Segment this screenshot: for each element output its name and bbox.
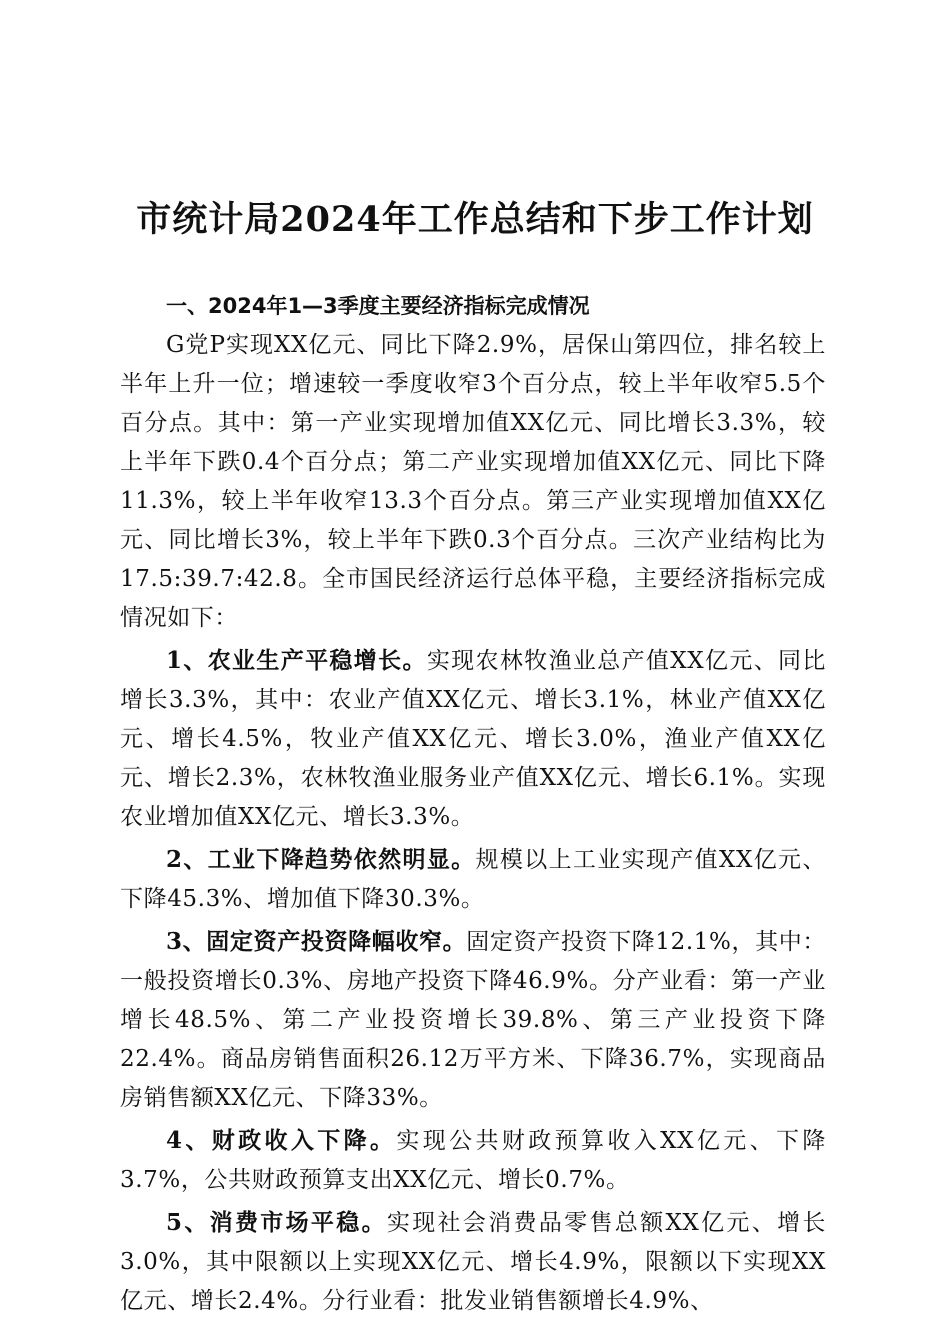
- consumption-paragraph: [120, 1203, 826, 1321]
- paragraph-text: 规模以上工业实现产值XX亿元、下降45.3%、增加值下降30.3%。: [120, 847, 826, 912]
- agriculture-paragraph: [120, 641, 826, 837]
- paragraph-text: 实现公共财政预算收入XX亿元、下降3.7%，公共财政预算支出XX亿元、增长0.7%。: [120, 1128, 827, 1193]
- document-title: 市统计局2024年工作总结和下步工作计划: [136, 199, 814, 240]
- paragraph-text: 固定资产投资下降12.1%，其中：一般投资增长0.3%、房地产投资下降46.9%。分产业看：第一产业增长48.5%、第二产业投资增长39.8%、第三产业投资下降22.4%。商品房销售面积26.12万平方米、下降36.7%，实现商品房销售额XX亿元、下降33%。: [120, 929, 827, 1111]
- document-body: [120, 287, 826, 1321]
- paragraph-text: 实现社会消费品零售总额XX亿元、增长3.0%，其中限额以上实现XX亿元、增长4.9%，限额以下实现XX亿元、增长2.4%。分行业看：批发业销售额增长4.9%、: [120, 1210, 826, 1314]
- fiscal-paragraph: [120, 1121, 826, 1200]
- paragraph-lead: 5、消费市场平稳。: [166, 1209, 387, 1236]
- paragraph-lead: 2、工业下降趋势依然明显。: [166, 846, 476, 873]
- paragraph-text: 实现农林牧渔业总产值XX亿元、同比增长3.3%，其中：农业产值XX亿元、增长3.1%，林业产值XX亿元、增长4.5%，牧业产值XX亿元、增长3.0%，渔业产值XX亿元、增长2.3%，农林牧渔业服务业产值XX亿元、增长6.1%。实现农业增加值XX亿元、增长3.3%。: [120, 648, 826, 830]
- investment-paragraph: [120, 922, 826, 1118]
- paragraph-lead: 1、农业生产平稳增长。: [166, 647, 427, 674]
- paragraph-lead: 4、财政收入下降。: [166, 1127, 397, 1154]
- industry-paragraph: [120, 840, 826, 919]
- paragraph-lead: 3、固定资产投资降幅收窄。: [166, 928, 467, 955]
- section-heading: 一、2024年1—3季度主要经济指标完成情况: [166, 294, 590, 318]
- intro-paragraph: G党P实现XX亿元、同比下降2.9%，居保山第四位，排名较上半年上升一位；增速较一季度收窄3个百分点，较上半年收窄5.5个百分点。其中：第一产业实现增加值XX亿元、同比增长3.3%，较上半年下跌0.4个百分点；第二产业实现增加值XX亿元、同比下降11.3%，较上半年收窄13.3个百分点。第三产业实现增加值XX亿元、同比增长3%，较上半年下跌0.3个百分点。三次产业结构比为17.5:39.7:42.8。全市国民经济运行总体平稳，主要经济指标完成情况如下：: [120, 332, 826, 631]
